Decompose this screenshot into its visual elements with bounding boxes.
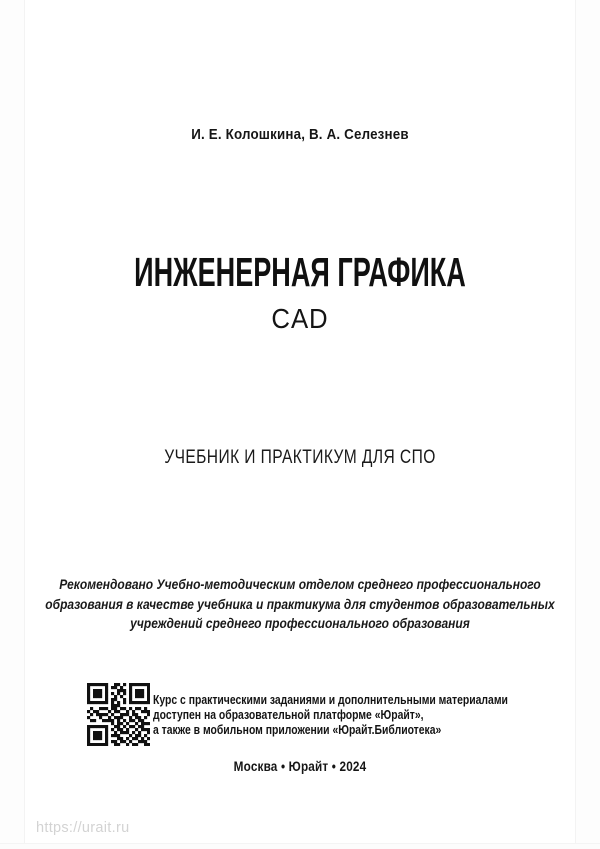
recommendation-line: учреждений среднего профессионального образования [130, 616, 470, 631]
qr-code-svg [87, 683, 150, 746]
scan-edge-bottom [0, 843, 600, 849]
watermark-url: https://urait.ru [36, 820, 130, 836]
qr-note-line: а также в мобильном приложении «Юрайт.Библиотека» [153, 722, 442, 738]
qr-code-icon [87, 683, 150, 746]
qr-note-block [87, 683, 527, 747]
recommendation-line: Рекомендовано Учебно-методическим отделом среднего профессионального [59, 577, 541, 592]
authors-line: И. Е. Колошкина, В. А. Селезнев [191, 127, 409, 143]
book-title: ИНЖЕНЕРНАЯ ГРАФИКА [134, 249, 466, 295]
imprint-line: Москва • Юрайт • 2024 [233, 759, 367, 774]
qr-note-line: доступен на образовательной платформе «Юрайт», [153, 707, 424, 723]
edition-type: УЧЕБНИК И ПРАКТИКУМ ДЛЯ СПО [164, 447, 436, 468]
scan-edge-right [575, 0, 600, 849]
qr-note-line: Курс с практическими заданиями и дополнительными материалами [153, 692, 508, 707]
recommendation-line: образования в качестве учебника и практикума для студентов образовательных [45, 596, 555, 612]
recommendation-paragraph [0, 575, 600, 634]
qr-note-text [153, 692, 523, 738]
scan-edge-left [0, 0, 25, 849]
book-subtitle: CAD [271, 303, 329, 334]
